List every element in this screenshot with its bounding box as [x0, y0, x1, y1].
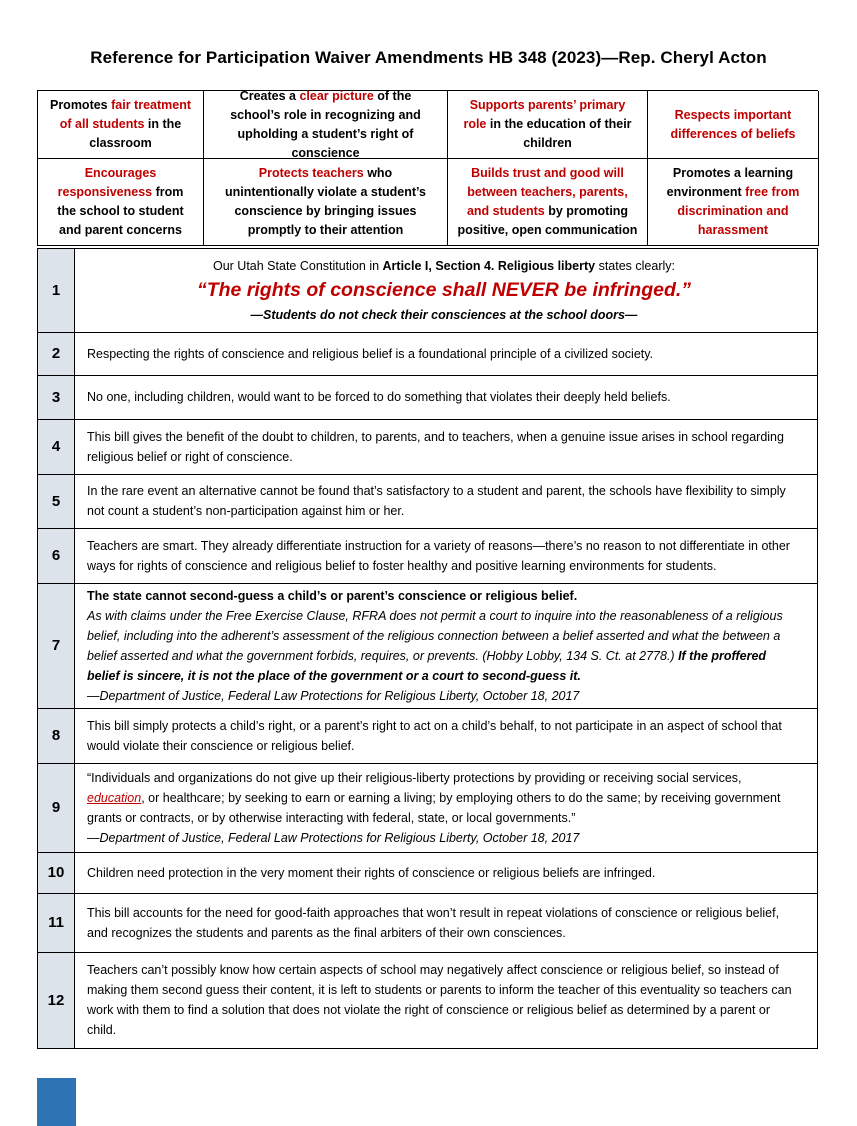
benefit-text: in the education of their children — [486, 117, 632, 150]
table-row-12 — [38, 953, 817, 1049]
table-row-7 — [38, 584, 817, 709]
page-title: Reference for Participation Waiver Amendments HB 348 (2023)—Rep. Cheryl Acton — [90, 48, 767, 67]
table-row-5 — [38, 475, 817, 529]
doj-quote: “Individuals and organizations do not give up their religious-liberty protections by providing or receiving social services, education, or healthcare; by seeking to earn or earning a living; by employing others to do the same; by receiving government grants or contracts, or by otherwise interacting with federal, state, or local governments.” — [87, 770, 781, 825]
row-number: 2 — [38, 333, 75, 376]
row-number: 5 — [38, 475, 75, 528]
table-row-6 — [38, 529, 817, 585]
constitution-subquote: —Students do not check their consciences at the school doors— — [250, 307, 638, 322]
benefit-box-parents-role — [448, 91, 648, 159]
row-number: 12 — [38, 953, 75, 1049]
row-number: 8 — [38, 709, 75, 764]
row-text: This bill gives the benefit of the doubt to children, to parents, and to teachers, when a genuine issue arises in school regarding religious belief or right of conscience. — [87, 429, 784, 464]
benefit-text: in the classroom — [89, 117, 182, 150]
row-number: 3 — [38, 376, 75, 419]
constitution-quote: “The rights of conscience shall NEVER be infringed.” — [196, 278, 692, 301]
benefit-text: by promoting positive, open communication — [457, 204, 638, 237]
row-number: 1 — [38, 249, 75, 332]
row-text: This bill simply protects a child’s right, or a parent’s right to act on a child’s behalf, to not participate in an aspect of school that would violate their conscience or religious belief. — [87, 718, 782, 753]
benefit-text-red: Protects teachers — [258, 166, 364, 180]
row-text: Teachers can’t possibly know how certain aspects of school may negatively affect conscience or religious belief, so instead of making them second guess their content, it is left to students or parents to inform the teacher of this eventuality so teachers can work with them to find a solution that does not violate the right of conscience or religious belief as determined by a parent or child. — [87, 963, 792, 1038]
table-row-1 — [38, 249, 817, 333]
benefit-text: who unintentionally violate a student’s conscience by bringing issues promptly to their attention — [225, 166, 426, 237]
benefit-box-protects-teachers — [204, 159, 448, 246]
table-row-3 — [38, 376, 817, 420]
constitution-intro: Our Utah State Constitution in Article I, Section 4. Religious liberty states clearly: — [213, 258, 675, 273]
benefit-text: Promotes a learning environment — [666, 166, 794, 199]
table-row-11 — [38, 894, 817, 953]
doj-source: —Department of Justice, Federal Law Protections for Religious Liberty, October 18, 2017 — [87, 688, 580, 703]
truncated-next-row-cell — [37, 1078, 76, 1126]
row-number: 11 — [38, 894, 75, 952]
row-content — [75, 953, 817, 1049]
table-row-8 — [38, 709, 817, 765]
row-content — [75, 584, 817, 708]
benefit-text-red: Supports parents’ primary role — [463, 98, 626, 131]
benefit-text: from the school to student and parent concerns — [57, 185, 184, 237]
benefit-text-red: fair treatment of all students — [59, 98, 192, 131]
benefit-text: Promotes — [49, 98, 112, 112]
row-number: 10 — [38, 853, 75, 894]
row-number: 6 — [38, 529, 75, 584]
benefits-grid — [37, 90, 818, 246]
row-text: In the rare event an alternative cannot be found that’s satisfactory to a student and parent, the schools have flexibility to simply not count a student’s non-participation against him or her. — [87, 484, 786, 519]
row-content — [75, 894, 817, 952]
benefit-box-responsiveness — [38, 159, 204, 246]
benefit-text-red: clear picture — [299, 88, 374, 103]
numbered-points-table — [37, 248, 818, 1049]
table-row-9 — [38, 764, 817, 853]
row-text: Teachers are smart. They already differentiate instruction for a variety of reasons—there’s no reason to not differentiate in other ways for rights of conscience and religious belief to foster healthy and positive learning environments for students. — [87, 538, 790, 573]
row-content — [75, 376, 817, 419]
row-content — [75, 853, 817, 894]
benefit-text: Creates a — [239, 88, 300, 103]
education-link-text[interactable]: education — [87, 790, 142, 805]
row-content — [75, 709, 817, 764]
benefit-box-clear-picture — [204, 88, 448, 160]
row-content — [75, 475, 817, 528]
row-content — [75, 529, 817, 584]
benefit-text-red: free from discrimination and harassment — [677, 185, 800, 237]
doj-source: —Department of Justice, Federal Law Protections for Religious Liberty, October 18, 2017 — [87, 830, 580, 845]
row-text: No one, including children, would want to be forced to do something that violates their deeply held beliefs. — [87, 390, 671, 405]
benefit-box-differences-of-beliefs — [648, 91, 819, 159]
row-text: This bill accounts for the need for good-faith approaches that won’t result in repeat violations of conscience or religious belief, and recognizes the students and parents as the final arbiters of their own consciences. — [87, 905, 780, 940]
benefit-text-red: Encourages responsiveness — [57, 166, 157, 199]
row-number: 9 — [38, 764, 75, 852]
table-row-4 — [38, 420, 817, 476]
row-text: Respecting the rights of conscience and religious belief is a foundational principle of a civilized society. — [87, 346, 654, 361]
benefit-box-builds-trust — [448, 159, 648, 246]
row-text: Children need protection in the very moment their rights of conscience or religious beliefs are infringed. — [87, 865, 656, 880]
row-lead-text: The state cannot second-guess a child’s or parent’s conscience or religious belief. — [87, 588, 578, 603]
table-row-2 — [38, 333, 817, 377]
row-number: 7 — [38, 584, 75, 708]
benefit-text: of the school’s role in recognizing and upholding a student’s right of conscience — [230, 88, 421, 160]
benefit-text-red: Builds trust and good will between teachers, parents, and students — [466, 166, 628, 218]
doj-quote: As with claims under the Free Exercise Clause, RFRA does not permit a court to inquire into the reasonableness of a religious belief, including into the adherent’s assessment of the religious connection between a belief asserted and what the between a belief asserted and what the government forbids, requires, or prevents. (Hobby Lobby, 134 S. Ct. at 2778.) If the proffered belief is sincere, it is not the place of the government or a court to second-guess it. — [87, 608, 783, 683]
row-content — [75, 333, 817, 376]
benefit-box-learning-environment — [648, 159, 819, 246]
benefit-box-fair-treatment — [38, 91, 204, 159]
row-content — [75, 420, 817, 475]
table-row-10 — [38, 853, 817, 895]
row-content — [75, 249, 817, 332]
benefit-text-red: Respects important differences of beliefs — [670, 107, 796, 141]
row-content — [75, 764, 817, 852]
row-number: 4 — [38, 420, 75, 475]
